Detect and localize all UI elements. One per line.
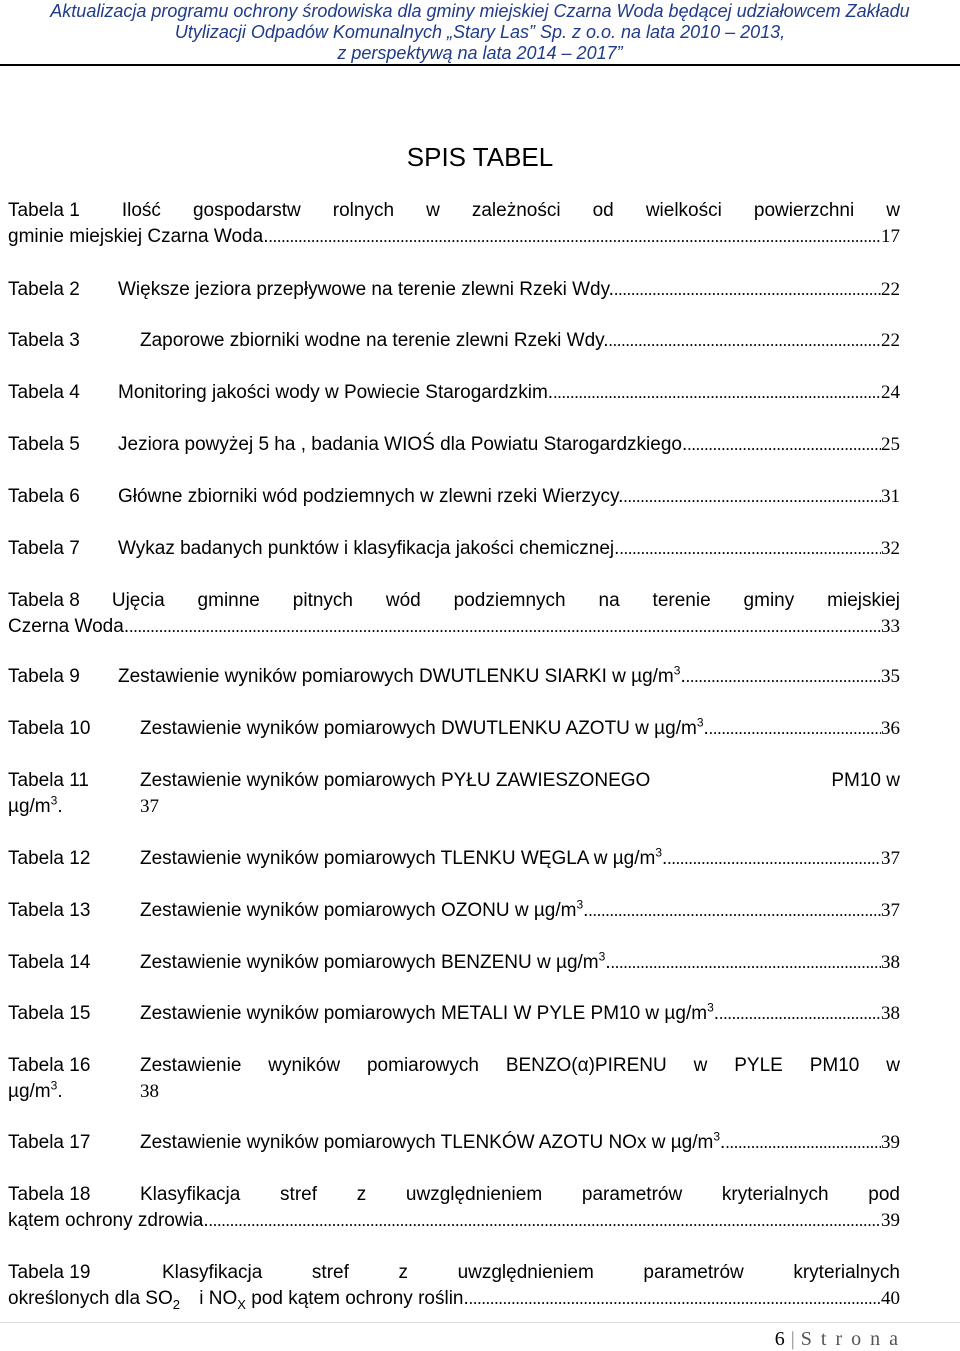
toc-desc-16c-wrap [8, 1079, 140, 1105]
toc-leader [719, 1001, 881, 1027]
toc-desc-16-sup: 3 [50, 1078, 58, 1093]
toc-desc-1b: gminie miejskiej Czarna Woda. [8, 226, 269, 247]
toc-desc-13 [140, 898, 588, 924]
document-header [0, 0, 960, 66]
toc-entry-16[interactable] [8, 1053, 900, 1105]
toc-desc-15-text: Zestawienie wyników pomiarowych METALI W PYLE PM10 w µg/m [140, 1003, 708, 1024]
toc-desc-19b-2: i NO [199, 1288, 238, 1309]
toc-desc-18a: Klasyfikacja stref z uwzględnieniem parametrów kryterialnych pod [140, 1184, 900, 1205]
toc-desc-2: Większe jeziora przepływowe na terenie zlewni Rzeki Wdy. [118, 279, 614, 300]
toc-label-19: Tabela 19 [8, 1262, 91, 1283]
toc-label-5: Tabela 5 [8, 434, 80, 455]
toc-page-12: 37 [881, 848, 900, 869]
toc-desc-19b-1: określonych dla SO [8, 1288, 173, 1309]
toc-desc-17-sup: 3 [713, 1129, 721, 1144]
toc-page-13: 37 [881, 900, 900, 921]
toc-leader [209, 1208, 881, 1234]
toc-leader [129, 614, 881, 640]
toc-entry-2[interactable] [8, 277, 900, 303]
toc-entry-4[interactable] [8, 380, 900, 406]
toc-page-1: 17 [881, 226, 900, 247]
footer-label: S t r o n a [800, 1328, 900, 1350]
toc-page-10: 36 [881, 718, 900, 739]
toc-desc-9-text: Zestawienie wyników pomiarowych DWUTLENKU SIARKI w µg/m [118, 666, 674, 687]
toc-desc-17-text: Zestawienie wyników pomiarowych TLENKÓW AZOTU NOx w µg/m [140, 1132, 714, 1153]
toc-desc-15-sup: 3 [707, 1000, 714, 1015]
toc-label-18: Tabela 18 [8, 1184, 91, 1205]
toc-desc-11c-wrap [8, 794, 140, 820]
toc-desc-17 [140, 1130, 725, 1156]
toc-page-3: 22 [881, 330, 900, 351]
toc-entry-3[interactable] [8, 328, 900, 354]
toc-desc-8b: Czerna Woda. [8, 616, 130, 637]
toc-desc-10-tail: . [703, 718, 709, 739]
toc-entry-1[interactable] [8, 198, 900, 250]
toc-desc-11a: Zestawienie wyników pomiarowych PYŁU ZAWIESZONEGO [140, 770, 651, 791]
toc-leader [614, 277, 881, 303]
toc-leader [709, 716, 881, 742]
toc-leader [725, 1130, 881, 1156]
toc-desc-19b-3: pod kątem ochrony roślin. [251, 1288, 469, 1309]
toc-label-13: Tabela 13 [8, 900, 91, 921]
toc-entry-17[interactable] [8, 1130, 900, 1156]
toc-label-10: Tabela 10 [8, 718, 91, 739]
toc-page-16: 38 [140, 1081, 159, 1102]
toc-desc-6: Główne zbiorniki wód podziemnych w zlewni rzeki Wierzycy. [118, 486, 624, 507]
toc-leader [687, 432, 881, 458]
toc-entry-7[interactable] [8, 536, 900, 562]
toc-desc-9-sup: 3 [673, 663, 681, 678]
toc-leader [611, 950, 881, 976]
toc-page-4: 24 [881, 382, 900, 403]
toc-page-14: 38 [881, 952, 900, 973]
toc-page-18: 39 [881, 1210, 900, 1231]
toc-entry-1-line1 [8, 198, 900, 224]
toc-page-17: 39 [881, 1132, 900, 1153]
toc-entry-10[interactable] [8, 716, 900, 742]
toc-desc-3: Zaporowe zbiorniki wodne na terenie zlewni Rzeki Wdy. [140, 330, 609, 351]
toc-page-11: 37 [140, 796, 159, 817]
toc-label-1: Tabela 1 [8, 200, 80, 221]
toc-desc-12-sup: 3 [655, 845, 663, 860]
footer-divider [0, 1322, 960, 1323]
toc-desc-11b: PM10 w [831, 770, 900, 791]
toc-desc-12-tail: . [662, 848, 668, 869]
toc-leader [686, 664, 881, 690]
toc-label-7: Tabela 7 [8, 538, 80, 559]
page-footer [775, 1328, 900, 1351]
toc-entry-6[interactable] [8, 484, 900, 510]
toc-leader [588, 898, 881, 924]
toc-page-7: 32 [881, 538, 900, 559]
toc-label-15: Tabela 15 [8, 1003, 91, 1024]
toc-label-17: Tabela 17 [8, 1132, 91, 1153]
toc-entry-11[interactable] [8, 768, 900, 820]
toc-desc-1a: Ilość gospodarstw rolnych w zależności od wielkości powierzchni w [121, 200, 900, 221]
toc-leader [553, 380, 881, 406]
footer-page-number: 6 [774, 1328, 785, 1350]
toc-page-8: 33 [881, 616, 900, 637]
footer-separator: | [790, 1328, 795, 1350]
toc-entry-5[interactable] [8, 432, 900, 458]
toc-desc-11-sup: 3 [50, 793, 58, 808]
toc-desc-11c: µg/m [8, 796, 51, 817]
toc-label-8: Tabela 8 [8, 590, 80, 611]
toc-desc-19-sub2: X [237, 1296, 246, 1312]
toc-label-11: Tabela 11 [8, 770, 89, 791]
toc-label-12: Tabela 12 [8, 848, 91, 869]
toc-desc-19-sub1: 2 [172, 1296, 180, 1312]
toc-entry-13[interactable] [8, 898, 900, 924]
toc-desc-10-sup: 3 [696, 715, 704, 730]
toc-page-19: 40 [881, 1288, 900, 1309]
toc-desc-10-text: Zestawienie wyników pomiarowych DWUTLENKU AZOTU w µg/m [140, 718, 697, 739]
toc-desc-14-tail: . [605, 952, 611, 973]
toc-page-9: 35 [881, 666, 900, 687]
toc-leader [469, 1286, 881, 1312]
toc-entry-9[interactable] [8, 664, 900, 690]
toc-label-3: Tabela 3 [8, 330, 80, 351]
toc-leader [667, 846, 881, 872]
toc-label-9: Tabela 9 [8, 666, 80, 687]
toc-desc-15-tail: . [713, 1003, 720, 1024]
toc-desc-4: Monitoring jakości wody w Powiecie Starogardzkim. [118, 382, 554, 403]
toc-entry-14[interactable] [8, 950, 900, 976]
toc-desc-18b: kątem ochrony zdrowia. [8, 1210, 209, 1231]
toc-desc-15 [140, 1001, 719, 1027]
toc-leader [268, 224, 881, 250]
toc-entry-12[interactable] [8, 846, 900, 872]
toc-desc-10 [140, 716, 709, 742]
toc-desc-12 [140, 846, 667, 872]
toc-label-4: Tabela 4 [8, 382, 80, 403]
toc-entry-18[interactable] [8, 1182, 900, 1234]
toc-desc-19a: Klasyfikacja stref z uwzględnieniem parametrów kryterialnych [162, 1262, 900, 1283]
toc-label-14: Tabela 14 [8, 952, 91, 973]
toc-leader [609, 328, 881, 354]
toc-desc-14 [140, 950, 611, 976]
toc-page-2: 22 [881, 279, 900, 300]
toc-desc-16b: µg/m [8, 1081, 51, 1102]
toc-desc-13-tail: . [583, 900, 589, 921]
header-line-2: Utylizacji Odpadów Komunalnych „Stary Las” Sp. z o.o. na lata 2010 – 2013, [174, 22, 786, 42]
toc-label-6: Tabela 6 [8, 486, 80, 507]
toc-entry-8[interactable] [8, 588, 900, 640]
toc-desc-16a: Zestawienie wyników pomiarowych BENZO(α)PIRENU w PYLE PM10 w [140, 1055, 900, 1076]
header-line-1: Aktualizacja programu ochrony środowiska dla gminy miejskiej Czarna Woda będącej udziałowcem Zakładu [50, 1, 910, 21]
toc-desc-14-sup: 3 [598, 949, 606, 964]
header-line-3: z perspektywą na lata 2014 – 2017” [337, 43, 623, 63]
toc-entry-15[interactable] [8, 1001, 900, 1027]
toc-desc-19b [8, 1286, 469, 1312]
toc-desc-12-text: Zestawienie wyników pomiarowych TLENKU WĘGLA w µg/m [140, 848, 656, 869]
toc-desc-11-tail: . [57, 796, 63, 817]
page-title: SPIS TABEL [406, 142, 554, 172]
toc-desc-9-tail: . [680, 666, 686, 687]
toc-page-15: 38 [881, 1003, 900, 1024]
toc-label-16: Tabela 16 [8, 1055, 91, 1076]
toc-page-5: 25 [881, 434, 900, 455]
toc-desc-8a: Ujęcia gminne pitnych wód podziemnych na terenie gminy miejskiej [111, 590, 900, 611]
toc-desc-5: Jeziora powyżej 5 ha , badania WIOŚ dla Powiatu Starogardzkiego. [118, 434, 688, 455]
toc-desc-9 [118, 664, 686, 690]
toc-desc-13-text: Zestawienie wyników pomiarowych OZONU w µg/m [140, 900, 577, 921]
toc-desc-13-sup: 3 [576, 897, 584, 912]
toc-desc-14-text: Zestawienie wyników pomiarowych BENZENU w µg/m [140, 952, 599, 973]
toc-leader [619, 536, 881, 562]
toc-leader [623, 484, 881, 510]
toc-label-2: Tabela 2 [8, 279, 80, 300]
toc-desc-17-tail: . [720, 1132, 726, 1153]
toc-desc-7: Wykaz badanych punktów i klasyfikacja jakości chemicznej. [118, 538, 620, 559]
toc-entry-19[interactable] [8, 1260, 900, 1312]
toc-page-6: 31 [881, 486, 900, 507]
toc-desc-16-tail: . [57, 1081, 63, 1102]
